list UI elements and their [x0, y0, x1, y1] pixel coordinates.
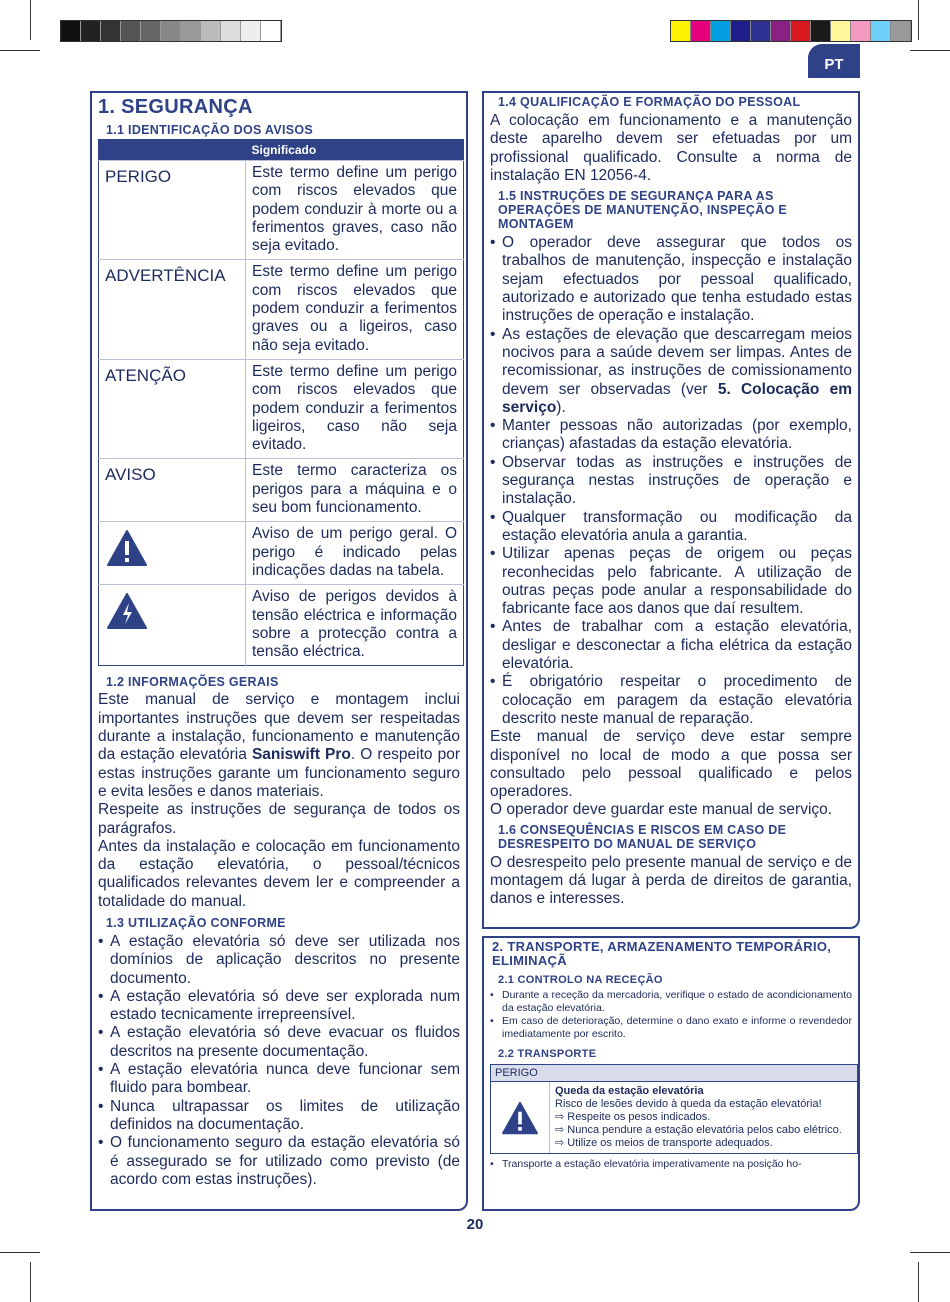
crop-mark — [910, 1252, 950, 1253]
list-item: • A estação elevatória só deve ser utilizada nos domínios de aplicação descritos no presente documento. — [98, 933, 460, 988]
language-tab: PT — [808, 44, 860, 78]
term-caution: ATENÇÃO — [99, 359, 246, 458]
warning-icon — [500, 1100, 540, 1136]
paragraph: A colocação em funcionamento e a manutenção deste aparelho devem ser efetuadas por um profissional qualificado. Consulte a norma de instalação EN 12056-4. — [490, 112, 852, 184]
cross-reference-link[interactable]: 5. Colocação em serviço — [502, 380, 853, 416]
subsection-title-1-1: 1.1 IDENTIFICAÇÃO DOS AVISOS — [106, 123, 314, 137]
list-item: • O funcionamento seguro da estação elevatória só é assegurado se for utilizado como previsto (de acordo com estas instruções). — [98, 1134, 460, 1189]
list-item: • Nunca ultrapassar os limites de utilização definidos na documentação. — [98, 1098, 460, 1135]
term-description: Este termo define um perigo com riscos elevados que podem conduzir a ferimentos ligeiros, caso não seja evitado. — [246, 359, 464, 458]
maintenance-list — [490, 234, 852, 728]
danger-item: ⇨ Utilize os meios de transporte adequados. — [555, 1137, 773, 1149]
color-calibration-bar — [670, 20, 912, 42]
text-span: Este manual de serviço e montagem inclui importantes instruções que devem ser respeitadas durante a instalação, funcionamento e manutenção da estação elevatória — [98, 691, 460, 764]
danger-icon-cell — [491, 1082, 550, 1153]
paragraph: O operador deve guardar este manual de serviço. — [490, 801, 833, 819]
term-notice: AVISO — [99, 459, 246, 522]
usage-list — [98, 933, 460, 1189]
list-item: • A estação elevatória nunca deve funcionar sem fluido para bombear. — [98, 1061, 460, 1098]
list-item: • A estação elevatória só deve ser explorada num estado tecnicamente irrepreensível. — [98, 988, 460, 1025]
table-row — [99, 260, 464, 359]
crop-mark — [918, 0, 919, 40]
list-item: • Observar todas as instruções e instruções de segurança nestas instruções de operação e instalação. — [490, 454, 852, 509]
danger-content — [550, 1082, 857, 1153]
crop-mark — [910, 50, 950, 51]
danger-item: ⇨ Nunca pendure a estação elevatória pelos cabo elétrico. — [555, 1124, 842, 1136]
list-item — [490, 326, 852, 417]
product-name: Saniswift Pro — [251, 746, 351, 764]
paragraph: Respeite as instruções de segurança de todos os parágrafos. — [98, 801, 460, 837]
page-number: 20 — [466, 1216, 484, 1233]
crop-mark — [0, 50, 40, 51]
icon-description: Aviso de perigos devidos à tensão eléctrica e informação sobre a protecção contra a tensão eléctrica. — [246, 585, 464, 666]
icon-description: Aviso de um perigo geral. O perigo é indicado pelas indicações dadas na tabela. — [246, 522, 464, 585]
text-span: ). — [556, 398, 566, 416]
subsection-title-1-3: 1.3 UTILIZAÇÃO CONFORME — [106, 915, 286, 930]
danger-box — [490, 1064, 858, 1154]
electric-hazard-icon — [105, 591, 149, 631]
text-span: . O respeito por estas instruções garante um funcionamento seguro e evita lesões e danos materiais. — [98, 746, 461, 800]
right-column-box — [482, 91, 860, 929]
transport-list — [490, 1158, 852, 1171]
table-header-empty — [99, 140, 246, 161]
paragraph — [98, 691, 460, 801]
crop-mark — [918, 1262, 919, 1302]
subsection-title-1-4: 1.4 QUALIFICAÇÃO E FORMAÇÃO DO PESSOAL — [498, 95, 801, 109]
list-item: • Qualquer transformação ou modificação da estação elevatória anula a garantia. — [490, 509, 852, 546]
table-row — [99, 522, 464, 585]
subsection-title-1-2: 1.2 INFORMAÇÕES GERAIS — [106, 675, 279, 690]
crop-mark — [0, 1252, 40, 1253]
paragraph: Antes da instalação e colocação em funcionamento da estação elevatória, o pessoal/técnicos qualificados relevantes devem ler e compreender a totalidade do manual. — [98, 837, 460, 910]
table-row — [99, 585, 464, 666]
danger-item: ⇨ Respeite os pesos indicados. — [555, 1111, 711, 1123]
list-item: • Durante a receção da mercadoria, verifique o estado de acondicionamento da estação elevatória. — [490, 989, 852, 1015]
list-item: • A estação elevatória só deve evacuar os fluidos descritos na presente documentação. — [98, 1024, 460, 1061]
warning-icon-cell — [99, 522, 246, 585]
list-item: • Antes de trabalhar com a estação elevatória, desligar e desconectar a ficha elétrica da estação elevatória. — [490, 618, 852, 673]
section-title-transport: 2. TRANSPORTE, ARMAZENAMENTO TEMPORÁRIO, ELIMINAÇÃ — [492, 939, 832, 968]
term-warning: ADVERTÊNCIA — [99, 260, 246, 359]
term-description: Este termo define um perigo com riscos elevados que podem conduzir à morte ou a ferimentos graves, caso não seja evitado. — [246, 161, 464, 260]
warning-icon — [105, 528, 149, 568]
table-row — [99, 459, 464, 522]
grayscale-calibration-bar — [60, 20, 282, 42]
transport-section-box — [482, 936, 860, 1211]
danger-text: Risco de lesões devido à queda da estação elevatória! — [555, 1098, 822, 1110]
list-item: • Transporte a estação elevatória imperativamente na posição ho- — [490, 1158, 852, 1171]
subsection-title-1-6: 1.6 CONSEQUÊNCIAS E RISCOS EM CASO DE DESRESPEITO DO MANUAL DE SERVIÇO — [498, 822, 787, 851]
warnings-table — [98, 139, 464, 666]
term-danger: PERIGO — [99, 161, 246, 260]
list-item: • Em caso de deterioração, determine o dano exato e informe o revendedor imediatamente por escrito. — [490, 1015, 852, 1041]
table-row — [99, 359, 464, 458]
table-header-meaning: Significado — [246, 140, 464, 161]
list-item: • É obrigatório respeitar o procedimento de colocação em paragem da estação elevatória descrito neste manual de reparação. — [490, 673, 852, 728]
reception-list — [490, 989, 852, 1041]
list-item: • Manter pessoas não autorizadas (por exemplo, crianças) afastadas da estação elevatória. — [490, 417, 852, 454]
electric-icon-cell — [99, 585, 246, 666]
list-item: • O operador deve assegurar que todos os trabalhos de manutenção, inspecção e instalação sejam efectuados por pessoal qualificado, autorizado e autorizado que tenha estudado estas instruções de operação e instalação. — [490, 234, 852, 325]
term-description: Este termo define um perigo com riscos elevados que podem conduzir a ferimentos graves ou a ligeiros, caso não seja evitado. — [246, 260, 464, 359]
subsection-title-2-1: 2.1 CONTROLO NA RECEÇÃO — [498, 974, 663, 986]
text-span: As estações de elevação que descarregam meios nocivos para a saúde devem ser limpas. Antes de recomissionar, as instruções de comissionamento devem ser observadas (ver — [502, 325, 852, 398]
subsection-title-1-5: 1.5 INSTRUÇÕES DE SEGURANÇA PARA AS OPERAÇÕES DE MANUTENÇÃO, INSPEÇÃO E MONTAGEM — [498, 189, 788, 232]
crop-mark — [30, 1262, 31, 1302]
table-row — [99, 161, 464, 260]
danger-title: Queda da estação elevatória — [555, 1085, 704, 1097]
crop-mark — [30, 0, 31, 40]
danger-label: PERIGO — [491, 1065, 857, 1082]
left-column-box — [90, 91, 468, 1211]
list-item: • Utilizar apenas peças de origem ou peças reconhecidas pelo fabricante. A utilização de outras peças pode anular a responsabilidade do fabricante face aos danos que daí resultem. — [490, 545, 852, 618]
section-title-safety: 1. SEGURANÇA — [98, 96, 253, 118]
subsection-title-2-2: 2.2 TRANSPORTE — [498, 1048, 597, 1060]
term-description: Este termo caracteriza os perigos para a máquina e o seu bom funcionamento. — [246, 459, 464, 522]
paragraph: Este manual de serviço deve estar sempre disponível no local de modo a que possa ser consultado pelo pessoal qualificado e pelos operadores. — [490, 728, 852, 801]
paragraph: O desrespeito pelo presente manual de serviço e de montagem dá lugar à perda de direitos de garantia, danos e interesses. — [490, 853, 852, 908]
